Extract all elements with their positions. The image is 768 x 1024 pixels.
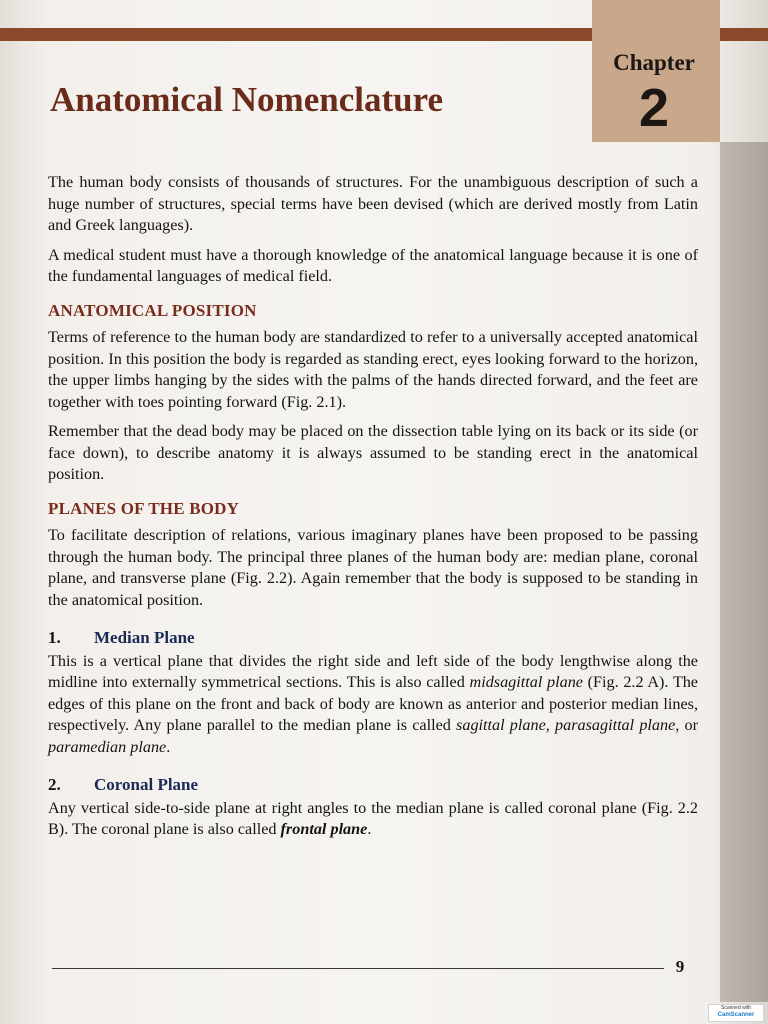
subheading-number: 2.: [48, 775, 61, 794]
page-number: 9: [675, 957, 685, 976]
chapter-number: 2: [638, 78, 670, 138]
term-sagittal: sagittal plane,: [456, 716, 550, 734]
term-paramedian: paramedian plane: [48, 737, 167, 756]
scanner-watermark: [708, 1004, 764, 1022]
page-title: Anatomical Nomenclature: [50, 80, 444, 119]
subheading-title: Coronal Plane: [94, 775, 199, 794]
term-frontal: frontal plane: [280, 820, 368, 838]
text-run: (Fig. 2.2 A). The edges of this plane on the front and back of body are known as anterior and posterior median lines, respectively. Any plane parallel to the median plane is called: [48, 673, 698, 734]
text-run: This is a vertical plane that divides the right side and left side of the body lengthwise along the midline into externally symmetrical sections. This is also called: [48, 651, 698, 691]
text-run: .: [166, 737, 171, 756]
anatomical-position-paragraph: Remember that the dead body may be placed on the dissection table lying on its back or its side (or face down), to describe anatomy it is always assumed to be standing erect in the anatomical position.: [48, 422, 698, 483]
text-run: , or: [675, 716, 699, 734]
planes-paragraph: To facilitate description of relations, various imaginary planes have been proposed to be passing through the human body. The principal three planes of the human body are: median plane, coronal plane, and transverse plane (Fig. 2.2). Again remember that the body is supposed to be standing in the anatomical position.: [48, 526, 698, 609]
intro-paragraph: The human body consists of thousands of structures. For the unambiguous description of such a huge number of structures, special terms have been devised (which are derived mostly from Latin and Greek languages).: [48, 173, 698, 234]
scanner-line: Scanned with: [720, 1005, 752, 1011]
chapter-body: [48, 172, 698, 849]
median-plane-paragraph: [48, 651, 698, 759]
subheading-coronal-plane: [48, 774, 698, 796]
page-edge-shadow: [720, 142, 768, 1002]
anatomical-position-paragraph: Terms of reference to the human body are standardized to refer to a universally accepted anatomical position. In this position the body is regarded as standing erect, eyes looking forward to the horizon, the upper limbs hanging by the sides with the palms of the hands directed forward, and the feet are together with toes pointing forward (Fig. 2.1).: [48, 328, 698, 411]
term-midsagittal: midsagittal plane: [469, 673, 583, 691]
section-heading-anatomical-position: ANATOMICAL POSITION: [48, 300, 257, 320]
intro-paragraph: A medical student must have a thorough knowledge of the anatomical language because it is one of the fundamental languages of medical field.: [48, 245, 698, 285]
term-parasagittal: parasagittal plane: [555, 716, 676, 734]
text-run: .: [367, 820, 372, 838]
scanner-brand: CamScanner: [717, 1012, 755, 1018]
footer-rule: [52, 968, 664, 969]
subheading-median-plane: [48, 627, 698, 649]
subheading-number: 1.: [48, 628, 61, 647]
coronal-plane-paragraph: [48, 798, 698, 841]
chapter-label: Chapter: [613, 50, 695, 75]
text-run: Any vertical side-to-side plane at right angles to the median plane is called coronal plane (Fig. 2.2 B). The coronal plane is also called: [48, 798, 698, 838]
section-heading-planes: PLANES OF THE BODY: [48, 498, 240, 518]
subheading-title: Median Plane: [94, 628, 195, 647]
